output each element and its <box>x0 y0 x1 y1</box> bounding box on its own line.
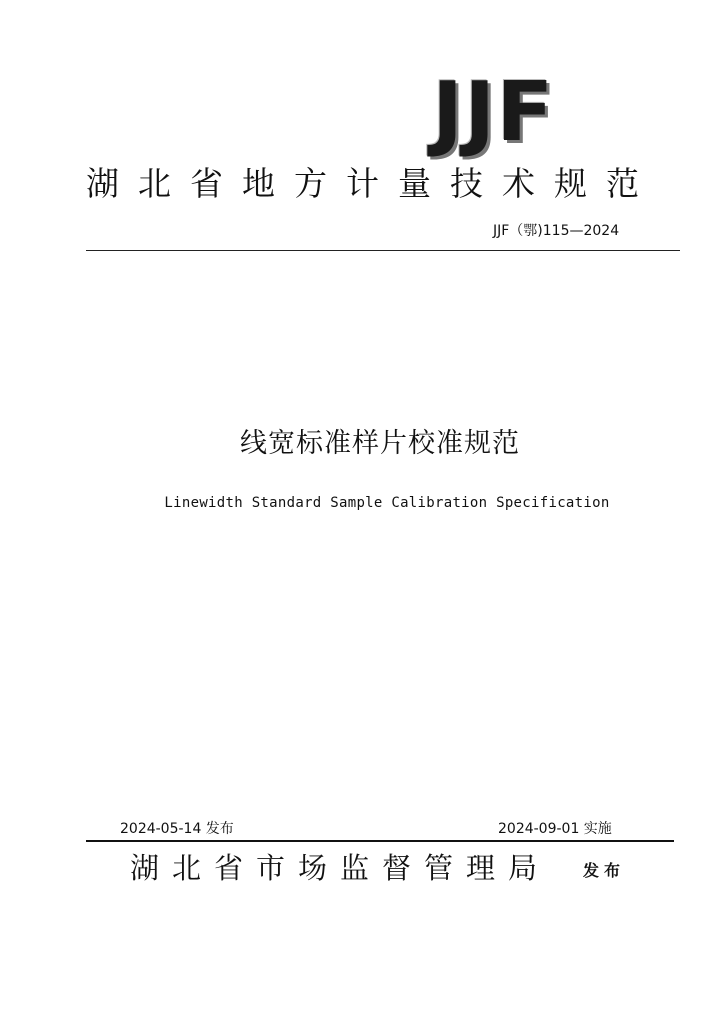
jjf-logo <box>432 65 620 160</box>
issue-date: 2024-05-14 发布 <box>120 821 234 837</box>
document-title-chinese: 线宽标准样片校准规范 <box>240 428 520 459</box>
header-divider <box>86 250 680 251</box>
document-number: JJF（鄂)115—2024 <box>493 223 620 239</box>
footer-authority: 湖北省市场监督管理局 <box>130 851 551 885</box>
header-issuer: 湖北省地方计量技术规范 <box>86 164 658 203</box>
jjf-logo-text: JJF <box>432 65 555 160</box>
publish-label: 发布 <box>583 861 626 880</box>
effective-date: 2024-09-01 实施 <box>498 821 612 837</box>
footer-divider <box>86 840 674 842</box>
document-title-english: Linewidth Standard Sample Calibration Specification <box>164 495 610 511</box>
